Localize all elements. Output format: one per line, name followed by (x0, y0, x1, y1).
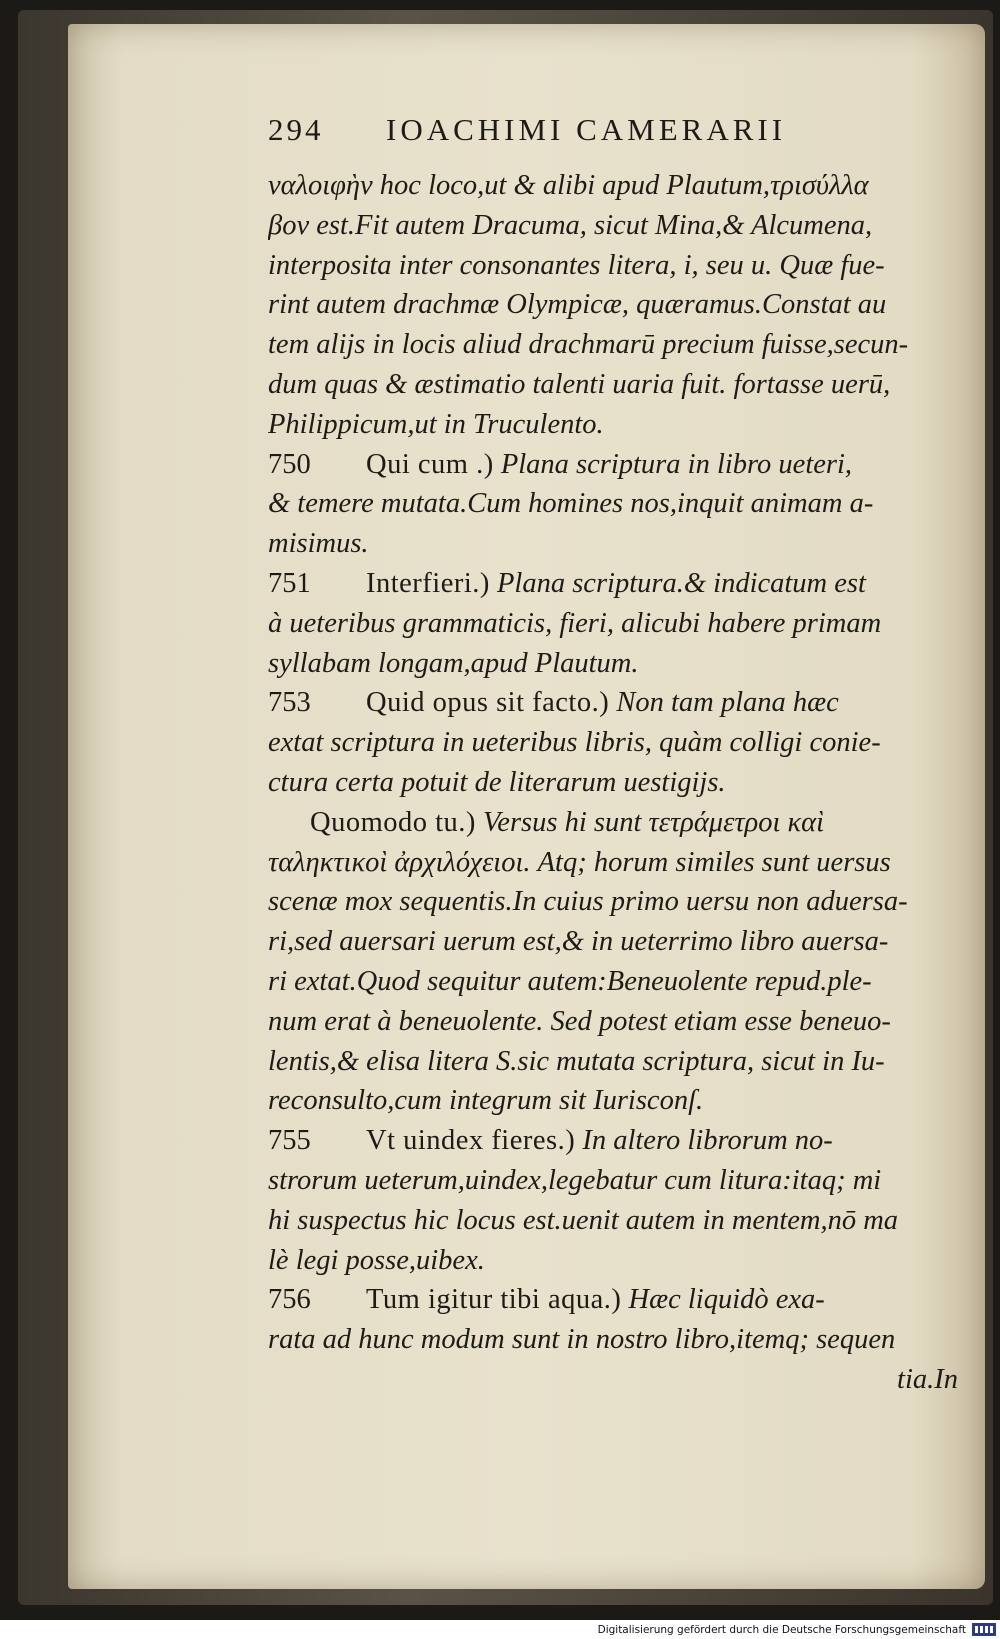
text-line (268, 246, 958, 286)
text-line (268, 1002, 958, 1042)
text-line (268, 1201, 958, 1241)
commentary-text: extat scriptura in ueteribus libris, quàm colligi conie- (268, 727, 881, 759)
lemma: Quomodo tu.) (310, 806, 476, 838)
text-lines (268, 166, 958, 1400)
text-line (268, 325, 958, 365)
text-line (268, 1360, 958, 1400)
commentary-text: ctura certa potuit de literarum uestigijs. (268, 766, 726, 798)
text-line (268, 1280, 958, 1320)
text-line (268, 285, 958, 325)
commentary-text: tem alijs in locis aliud drachmarū precium fuisse,secun- (268, 329, 909, 361)
commentary-text: Hæc liquidò exa- (621, 1284, 825, 1316)
lemma: Quid opus sit facto.) (366, 687, 610, 719)
commentary-text: βον est.Fit autem Dracuma, sicut Mina,& Alcumena, (268, 209, 873, 241)
text-line (268, 882, 958, 922)
text-line (268, 206, 958, 246)
commentary-text: Plana scriptura in libro ueteri, (493, 448, 853, 480)
text-line (268, 922, 958, 962)
commentary-text: dum quas & æstimatio talenti uaria fuit. fortasse uerū, (268, 368, 891, 400)
text-line (268, 166, 958, 206)
commentary-text: interposita inter consonantes litera, i, seu u. Quæ fue- (268, 249, 885, 281)
text-line (268, 484, 958, 524)
commentary-text: num erat à beneuolente. Sed potest etiam esse beneuo- (268, 1005, 891, 1037)
text-line (268, 723, 958, 763)
text-line (268, 763, 958, 803)
commentary-text: Versus hi sunt τετράμετροι καὶ (475, 806, 825, 838)
footer-bar (0, 1620, 1000, 1639)
commentary-text: syllabam longam,apud Plautum. (268, 647, 639, 679)
text-line (268, 843, 958, 883)
commentary-text: tia.In (897, 1363, 958, 1395)
text-line (268, 1081, 958, 1121)
text-line (268, 1121, 958, 1161)
verse-number: 751 (268, 567, 311, 599)
text-line (268, 604, 958, 644)
commentary-text: Non tam plana hæc (609, 687, 839, 719)
text-line (268, 1161, 958, 1201)
commentary-text: ναλοιφὴν hoc loco,ut & alibi apud Plautum,τρισύλλα (268, 170, 869, 201)
book-page (68, 24, 985, 1589)
text-line (268, 1320, 958, 1360)
text-line (268, 365, 958, 405)
commentary-text: misimus. (268, 528, 369, 560)
commentary-text: reconsulto,cum integrum sit Iurisconſ. (268, 1085, 704, 1117)
text-line (268, 1042, 958, 1082)
text-line (268, 524, 958, 564)
dfg-logo-icon (972, 1623, 996, 1636)
commentary-text: ri,sed auersari uerum est,& in ueterrimo libro auersa- (268, 926, 889, 958)
commentary-text: ταληκτικοὶ ἀρχιλόχειοι. Atq; horum similes sunt uersus (268, 846, 891, 878)
verse-number: 755 (268, 1125, 311, 1157)
commentary-text: hi suspectus hic locus est.uenit autem in mentem,nō ma (268, 1204, 899, 1236)
text-line (268, 445, 958, 485)
commentary-text: rata ad hunc modum sunt in nostro libro,itemq; sequen (268, 1324, 896, 1356)
commentary-text: rint autem drachmæ Olympicæ, quæramus.Constat au (268, 289, 887, 321)
commentary-text: strorum ueterum,uindex,legebatur cum litura:itaq; mi (268, 1164, 882, 1196)
commentary-text: Plana scriptura.& indicatum est (489, 567, 866, 599)
commentary-text: & temere mutata.Cum homines nos,inquit animam a- (268, 488, 874, 520)
verse-number: 750 (268, 448, 311, 480)
page-text-block (268, 112, 958, 1400)
lemma: Vt uindex fieres.) (366, 1125, 576, 1157)
text-line (268, 1241, 958, 1281)
commentary-text: lè legi posse,uibex. (268, 1244, 485, 1276)
commentary-text: Philippicum,ut in Truculento. (268, 408, 604, 440)
text-line (268, 564, 958, 604)
commentary-text: scenæ mox sequentis.In cuius primo uersu non aduersa- (268, 886, 908, 918)
text-line (268, 683, 958, 723)
commentary-text: à ueteribus grammaticis, fieri, alicubi habere primam (268, 607, 882, 639)
lemma: Interfieri.) (366, 567, 490, 599)
commentary-text: In altero librorum no- (575, 1125, 833, 1157)
text-line (268, 405, 958, 445)
commentary-text: ri extat.Quod sequitur autem:Beneuolente repud.ple- (268, 965, 872, 997)
text-line (268, 962, 958, 1002)
text-line (268, 644, 958, 684)
running-head-title: IOACHIMI CAMERARII (386, 112, 787, 147)
lemma: Qui cum .) (366, 448, 494, 480)
text-line (268, 803, 958, 843)
commentary-text: lentis,& elisa litera S.sic mutata scriptura, sicut in Iu- (268, 1045, 885, 1077)
verse-number: 753 (268, 687, 311, 719)
funding-credit: Digitalisierung gefördert durch die Deutsche Forschungsgemeinschaft (597, 1623, 966, 1636)
page-number: 294 (268, 112, 324, 147)
verse-number: 756 (268, 1284, 311, 1316)
lemma: Tum igitur tibi aqua.) (366, 1284, 622, 1316)
running-head (268, 112, 958, 166)
